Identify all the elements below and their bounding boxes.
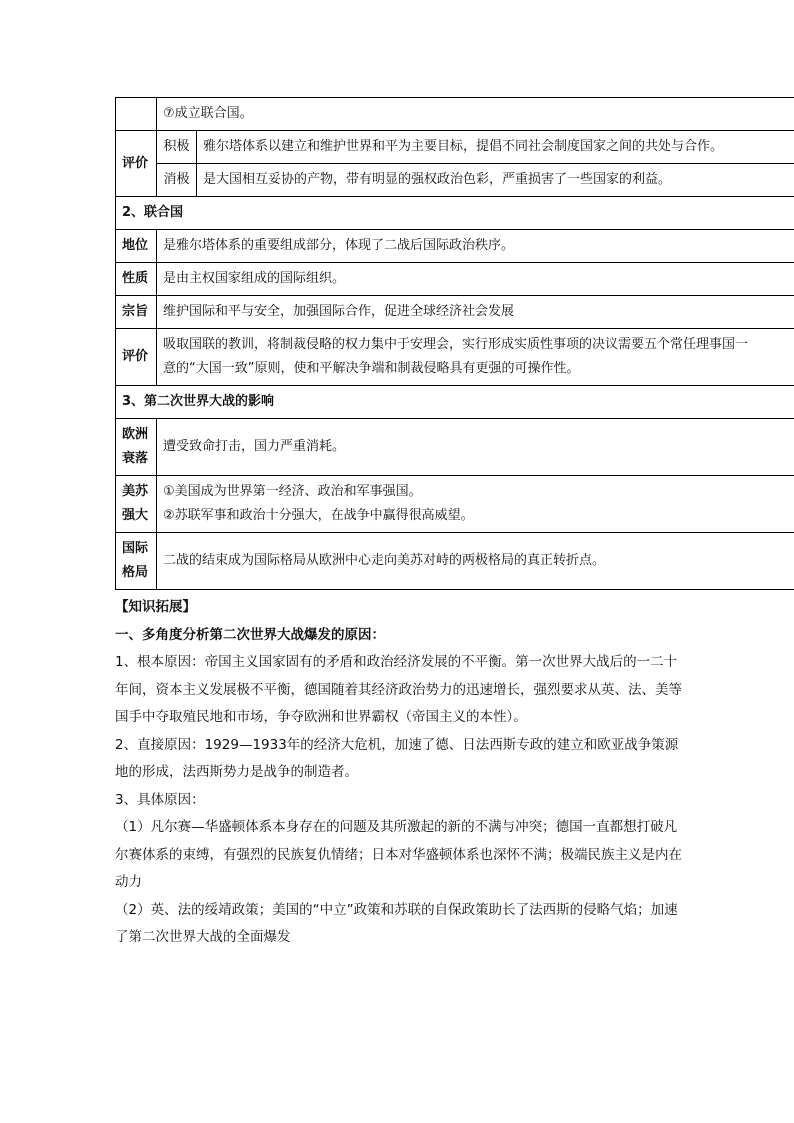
table-row [116, 131, 794, 164]
section-heading-un: 2、联合国 [116, 197, 794, 230]
un-eval-line-1: 吸取国联的教训，将制裁侵略的权力集中于安理会，实行形成实质性事项的决议需要五个常任理事国一 [163, 337, 749, 352]
table-row [116, 164, 794, 197]
extension-subheading: 一、多角度分析第二次世界大战爆发的原因： [115, 626, 385, 643]
extension-heading: 【知识拓展】 [115, 599, 196, 615]
table-row [116, 329, 794, 386]
status-label: 地位 [116, 230, 157, 263]
un-eval-text [157, 329, 794, 386]
eval-label: 评价 [116, 131, 157, 197]
table-row [116, 296, 794, 329]
table-row [116, 476, 794, 533]
section-heading-impact: 3、第二次世界大战的影响 [116, 386, 794, 419]
un-eval-label: 评价 [116, 329, 157, 386]
paragraph-cause-2: （2）英、法的绥靖政策；美国的“中立”政策和苏联的自保政策助长了法西斯的侵略气焰；加速了第二次世界大战的全面爆发 [115, 901, 678, 945]
nature-text: 是由主权国家组成的国际组织。 [157, 263, 794, 296]
aim-text: 维护国际和平与安全，加强国际合作，促进全球经济社会发展 [157, 296, 794, 329]
eval-positive-text: 雅尔塔体系以建立和维护世界和平为主要目标，提倡不同社会制度国家之间的共处与合作。 [197, 131, 794, 164]
intl-label: 国际 格局 [116, 533, 157, 590]
us-ussr-text: ①美国成为世界第一经济、政治和军事强国。 ②苏联军事和政治十分强大，在战争中赢得很高威望。 [157, 476, 794, 533]
table-row [116, 230, 794, 263]
table-row [116, 263, 794, 296]
table-row [116, 419, 794, 476]
status-text: 是雅尔塔体系的重要组成部分，体现了二战后国际政治秩序。 [157, 230, 794, 263]
us-ussr-label: 美苏 强大 [116, 476, 157, 533]
aim-label: 宗旨 [116, 296, 157, 329]
row-text: ⑦成立联合国。 [157, 98, 794, 131]
eval-negative-label: 消极 [157, 164, 197, 197]
summary-table [115, 97, 794, 590]
page [115, 97, 794, 952]
eval-positive-label: 积极 [157, 131, 197, 164]
table-row [116, 197, 794, 230]
eval-negative-text: 是大国相互妥协的产物，带有明显的强权政治色彩，严重损害了一些国家的利益。 [197, 164, 794, 197]
un-eval-line-2: 意的“大国一致”原则，使和平解决争端和制裁侵略具有更强的可操作性。 [163, 361, 580, 376]
table-row [116, 386, 794, 419]
nature-label: 性质 [116, 263, 157, 296]
table-row [116, 98, 794, 131]
empty-cell [116, 98, 157, 131]
paragraph-root-cause: 1、根本原因：帝国主义国家固有的矛盾和政治经济发展的不平衡。第一次世界大战后的一二十年间，资本主义发展极不平衡，德国随着其经济政治势力的迅速增长，强烈要求从英、法、美等国手中夺取殖民地和市场，争夺欧洲和世界霸权（帝国主义的本性）。 [115, 654, 682, 725]
paragraph-direct-cause: 2、直接原因：1929—1933年的经济大危机，加速了德、日法西斯专政的建立和欧亚战争策源地的形成，法西斯势力是战争的制造者。 [115, 736, 679, 780]
intl-text: 二战的结束成为国际格局从欧洲中心走向美苏对峙的两极格局的真正转折点。 [157, 533, 794, 590]
table-row [116, 533, 794, 590]
knowledge-extension [115, 594, 685, 952]
europe-text: 遭受致命打击，国力严重消耗。 [157, 419, 794, 476]
paragraph-cause-1: （1）凡尔赛—华盛顿体系本身存在的问题及其所激起的新的不满与冲突；德国一直都想打破凡尔赛体系的束缚，有强烈的民族复仇情绪；日本对华盛顿体系也深怀不满；极端民族主义是内在动力 [115, 819, 682, 890]
europe-label: 欧洲 衰落 [116, 419, 157, 476]
paragraph-specific-cause: 3、具体原因： [115, 791, 205, 808]
